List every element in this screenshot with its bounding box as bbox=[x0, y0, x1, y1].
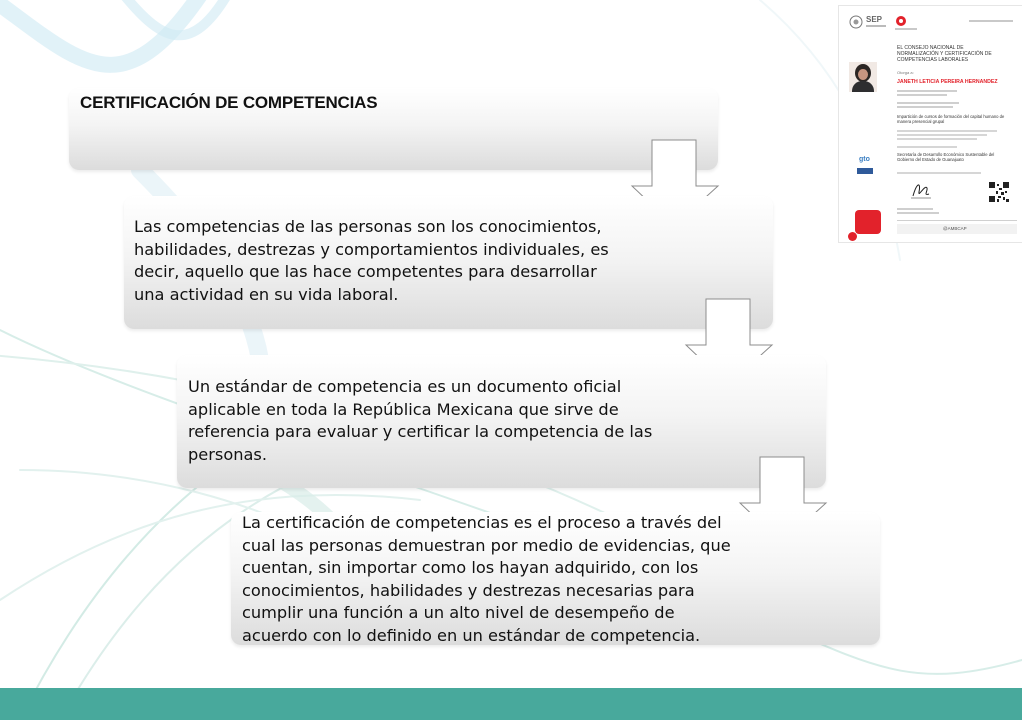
standard-paragraph: Un estándar de competencia es un documento oficial aplicable en toda la República Mexicana que sirve de referencia para evaluar y certificar la competencia de las personas. bbox=[188, 377, 653, 464]
top-right-text-line bbox=[969, 20, 1013, 22]
holder-name: JANETH LETICIA PEREIRA HERNANDEZ bbox=[897, 79, 998, 85]
conocer-logo-icon bbox=[895, 15, 907, 27]
mexico-emblem-icon bbox=[849, 15, 863, 29]
signature-icon bbox=[909, 178, 933, 204]
council-line-1: EL CONSEJO NACIONAL DE bbox=[897, 45, 964, 51]
footer-bar bbox=[0, 688, 1022, 720]
standard-title-line-1: Impartición de cursos de formación del capital humano de bbox=[897, 114, 1005, 119]
competencies-paragraph: Las competencias de las personas son los conocimientos, habilidades, destrezas y comportamientos individuales, es decir, aquello que las hace competentes para desarrollar una actividad en su vida laboral. bbox=[134, 217, 609, 304]
red-accent-square bbox=[855, 210, 881, 234]
cert-lines-2 bbox=[897, 94, 947, 96]
otorga-label: Otorga a: bbox=[897, 70, 914, 75]
entity-line-2: Gobierno del Estado de Guanajuato bbox=[897, 157, 964, 162]
cert-lines-1 bbox=[897, 90, 957, 92]
sep-logo: SEP bbox=[866, 15, 883, 24]
standard-title-line-2: manera presencial grupal bbox=[897, 119, 945, 124]
red-accent-dot bbox=[848, 232, 857, 241]
certificate-image bbox=[838, 5, 1022, 243]
qr-code-icon bbox=[989, 182, 1009, 202]
council-line-3: COMPETENCIAS LABORALES bbox=[897, 57, 969, 63]
cert-footer-code: @AMBCAP bbox=[943, 226, 967, 231]
cert-lines-8 bbox=[897, 146, 957, 148]
cert-footer-line bbox=[897, 220, 1017, 221]
state-logo-bar bbox=[857, 168, 873, 174]
cert-lines-6 bbox=[897, 134, 987, 136]
state-logo: gto bbox=[859, 156, 870, 163]
cert-lines-3 bbox=[897, 102, 959, 104]
sep-sub-line bbox=[866, 25, 886, 27]
slide-title: CERTIFICACIÓN DE COMPETENCIAS bbox=[80, 93, 378, 112]
cert-lines-9 bbox=[897, 172, 981, 174]
cert-lines-7 bbox=[897, 138, 977, 140]
holder-photo bbox=[849, 62, 877, 92]
signature-title-line bbox=[897, 212, 939, 214]
council-line-2: NORMALIZACIÓN Y CERTIFICACIÓN DE bbox=[897, 51, 992, 57]
signature-name-line bbox=[897, 208, 933, 210]
certification-paragraph: La certificación de competencias es el proceso a través del cual las personas demuestran por medio de evidencias, que cuentan, sin importar como los hayan adquirido, con los conocimientos, habilidades y destrezas necesarias para cumplir una función a un alto nivel de desempeño de acuerdo con lo definido en un estándar de competencia. bbox=[242, 513, 731, 645]
conocer-logo-line bbox=[895, 28, 917, 30]
entity-line-1: Secretaría de Desarrollo Económico Sustentable del bbox=[897, 152, 995, 157]
cert-lines-4 bbox=[897, 106, 953, 108]
cert-lines-5 bbox=[897, 130, 997, 132]
